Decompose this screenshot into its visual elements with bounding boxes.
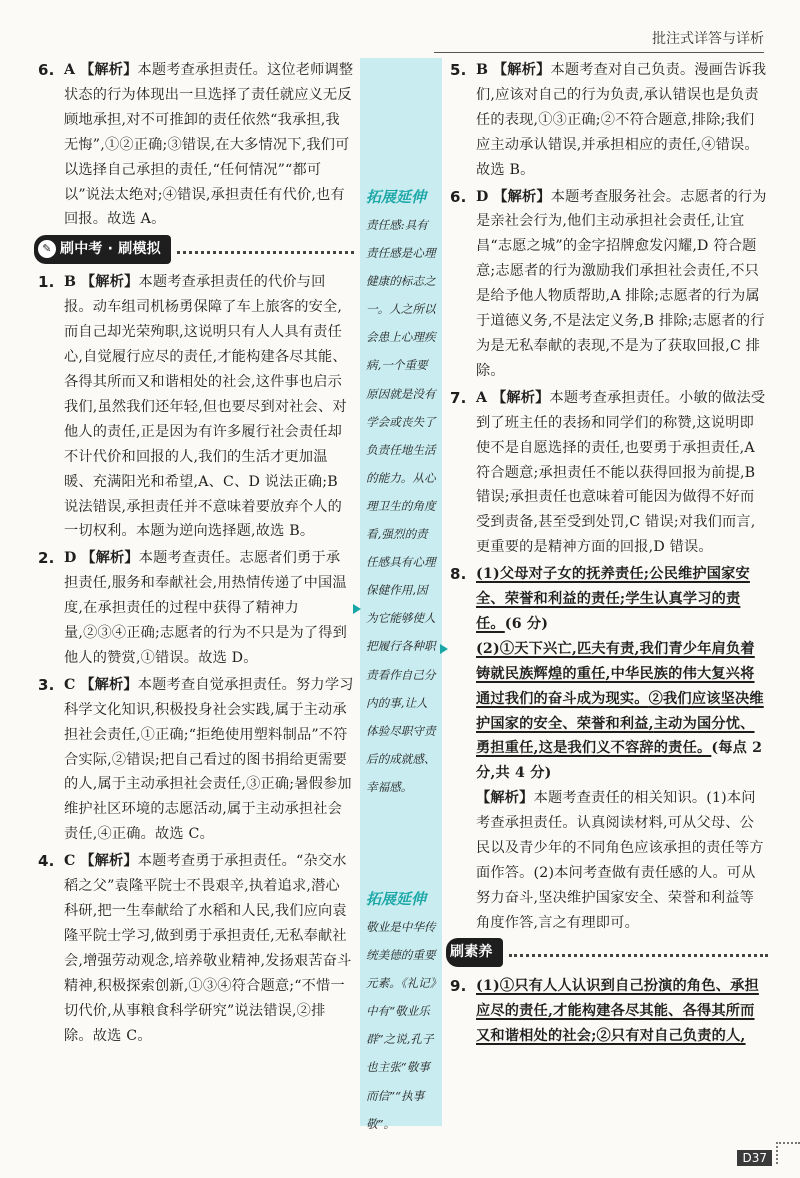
answer-text: 本题考查责任。志愿者们勇于承担责任,服务和奉献社会,用热情传递了中国温度,在承担责任的过程中获得了精神力量,②③④正确;志愿者的行为不只是为了得到他人的赞赏,①错误。故选 D。 [64,550,348,666]
extension-sidebar [360,58,442,1131]
section-label: 刷素养 [450,944,493,961]
item-number: 6. [38,61,55,79]
extension-title: 拓展延伸 [366,188,427,206]
item-number: 8. [450,565,467,584]
answer-item-6-left [38,58,354,232]
analysis-tag: 【解析】 [79,62,138,78]
q8-part2-score: (每点 2 分,共 4 分) [476,740,763,782]
extension-text: 敬业是中华传统美德的重要元素。《礼记》中有“敬业乐群”之说,孔子也主张“敬事而信”“执事敬”。 [366,920,436,1131]
section-label: 刷中考 · 刷模拟 [60,240,161,257]
answer-item-3 [38,673,354,847]
answer-text: 本题考查承担责任的代价与回报。动车组司机杨勇保障了车上旅客的安全,而自己却光荣殉职,这说明只有人人具有责任心,自觉履行应尽的责任,才能构建各尽其能、各得其所而又和谐相处的社会,这件事也启示我们,虽然我们还年轻,但也要尽到对社会、对他人的责任,正是因为有许多履行社会责任却不计代价和回报的人,我们的生活才更加温暖、充满阳光和希望,A、C、D 说法正确;B 说法错误,承担责任并不意味着要放弃个人的一切权利。本题为逆向选择题,故选 B。 [64,274,347,540]
extension-text: 责任感:具有责任感是心理健康的标志之一。人之所以会患上心理疾病,一个重要原因就是没有学会或丧失了负责任地生活的能力。从心理卫生的角度看,强烈的责任感具有心理保健作用,因为它能够使人把履行各种职责看作自己分内的事,让人体验尽职守责后的成就感、幸福感。 [366,218,436,794]
item-number: 2. [38,549,55,568]
left-column [38,58,354,1048]
answer-text: 本题考查自觉承担责任。努力学习科学文化知识,积极投身社会实践,属于主动承担社会责任,①正确;“拒绝使用塑料制品”不符合实际,②错误;把自己看过的图书捐给更需要的人,属于主动承担社会责任,③正确;暑假参加维护社区环境的志愿活动,属于主动承担社会责任,④正确。故选 C。 [64,676,354,843]
answer-text: 本题考查承担责任。小敏的做法受到了班主任的表扬和同学们的称赞,这说明即使不是自愿选择的责任,也要勇于承担责任,A 符合题意;承担责任不能以获得回报为前提,B 错误;承担责任也意味着可能因为做得不好而受到责备,甚至受到处罚,C 错误;对我们而言,更重要的是精神方面的回报,D 错误。 [476,389,766,556]
item-number: 1. [38,273,55,292]
item-number: 5. [450,61,467,79]
q8-part2-answer-d: 主动为国分忧、勇担重任,这是我们义不容辞的责任。 [476,715,755,757]
answer-item-2 [38,546,354,671]
page-number-badge [737,1150,772,1166]
answer-text: 本题考查对自己负责。漫画告诉我们,应该对自己的行为负责,承认错误也是负责任的表现,①③正确;②不符合题意,排除;我们应主动承认错误,并承担相应的责任,④错误。故选 B。 [476,62,767,178]
header-title: 批注式详答与详析 [652,31,764,47]
section-badge [34,235,171,264]
answer-letter: A [64,62,76,78]
item-number: 4. [38,852,55,871]
answer-letter: C [64,676,76,693]
answer-text: 本题考查承担责任。这位老师调整状态的行为体现出一旦选择了责任就应义无反顾地承担,对不可推卸的责任依然“我承担,我无悔”,①②正确;③错误,在大多情况下,我们可以选择自己承担的责任,“任何情况”“都可以”说法太绝对;④错误,承担责任有代价,也有回报。故选 A。 [64,62,354,228]
answer-item-8 [450,562,768,936]
item-number: 7. [450,388,467,407]
q9-part1-answer-b: ②只有对自己负责的人, [596,1027,746,1044]
analysis-text: 本题考查责任的相关知识。(1)本问考查承担责任。认真阅读材料,可从父母、公民以及青少年的不同角色应该承担的责任等方面作答。(2)本问考查做有责任感的人。可从努力奋斗,坚决维护国家安全、荣誉和利益等角度作答,言之有理即可。 [476,790,764,931]
analysis-tag: 【解析】 [492,62,551,78]
pen-icon: ✎ [38,240,56,258]
analysis-tag: 【解析】 [491,389,550,406]
answer-text: 本题考查勇于承担责任。“杂交水稻之父”袁隆平院士不畏艰辛,执着追求,潜心科研,把一生奉献给了水稻和人民,我们应向袁隆平院士学习,做到勇于承担责任,无私奉献社会,增强劳动观念,培养敬业精神,发扬艰苦奋斗精神,积极探索创新,①③④符合题意;“不惜一切代价,从事粮食科学研究”说法错误,②排除。故选 C。 [64,853,352,1044]
answer-item-1 [38,270,354,544]
q8-analysis [476,786,768,935]
extension-title: 拓展延伸 [366,890,427,908]
answer-letter: B [64,274,77,291]
q8-part2-answer-b: 我们青少年肩负着铸就民族辉煌的重任,中华民族的伟大复兴将通过我们的奋斗成为现实。 [476,640,755,707]
analysis-tag: 【解析】 [80,274,139,291]
analysis-tag: 【解析】 [80,676,138,693]
answer-item-6-right [450,185,768,384]
extension-box-dedication [366,888,438,1138]
answer-letter: C [64,853,76,870]
q8-part1-score: (6 分) [504,615,549,632]
answer-letter: D [476,188,489,205]
page-header [434,28,764,53]
right-column [450,58,768,1048]
section-header-literacy [446,940,768,966]
answer-text: 本题考查服务社会。志愿者的行为是亲社会行为,他们主动承担社会责任,让宜昌“志愿之城”的金字招牌愈发闪耀,D 符合题意;志愿者的行为激励我们承担社会责任,不只是给予他人物质帮助,A 排除;志愿者的行为属于道德义务,不是法定义务,B 排除;志愿者的行为是无私奉献的表现,不是为了获取回报,C 排除。 [476,188,767,379]
extension-box-responsibility [366,186,438,801]
analysis-tag: 【解析】 [81,550,139,567]
item-number: 3. [38,675,55,694]
pointer-arrow-icon [440,644,448,654]
answer-item-9 [450,974,768,1049]
answer-letter: A [476,389,488,406]
q8-part2-answer-c: ②我们应该坚决维护国家的安全、荣誉和利益, [476,690,764,732]
analysis-tag: 【解析】 [476,790,534,807]
dotted-divider [177,251,354,254]
item-number: 9. [450,976,467,995]
section-badge [446,938,503,967]
page-number: D37 [742,1151,767,1165]
answer-item-5 [450,58,768,183]
q8-part1 [476,562,768,637]
dotted-divider [509,954,768,957]
analysis-tag: 【解析】 [80,853,138,870]
section-header-practice [34,236,354,262]
q8-part2 [476,637,768,786]
q8-part1-answer: (1)父母对子女的抚养责任;公民维护国家安全、荣誉和利益的责任;学生认真学习的责任。 [476,566,750,632]
item-number: 6. [450,187,467,206]
analysis-tag: 【解析】 [493,188,551,205]
answer-item-7 [450,386,768,560]
q8-part2-answer-a: (2)①天下兴亡,匹夫有责, [476,640,640,657]
corner-dotted-frame [776,1142,800,1164]
pointer-arrow-icon [353,604,361,614]
answer-letter: D [64,550,77,567]
answer-item-4 [38,849,354,1048]
q9-part1-answer-a: (1)①只有人人认识到自己扮演的角色、承担应尽的责任,才能构建各尽其能、各得其所而又和谐相处的社会; [476,977,759,1044]
answer-letter: B [476,62,489,78]
